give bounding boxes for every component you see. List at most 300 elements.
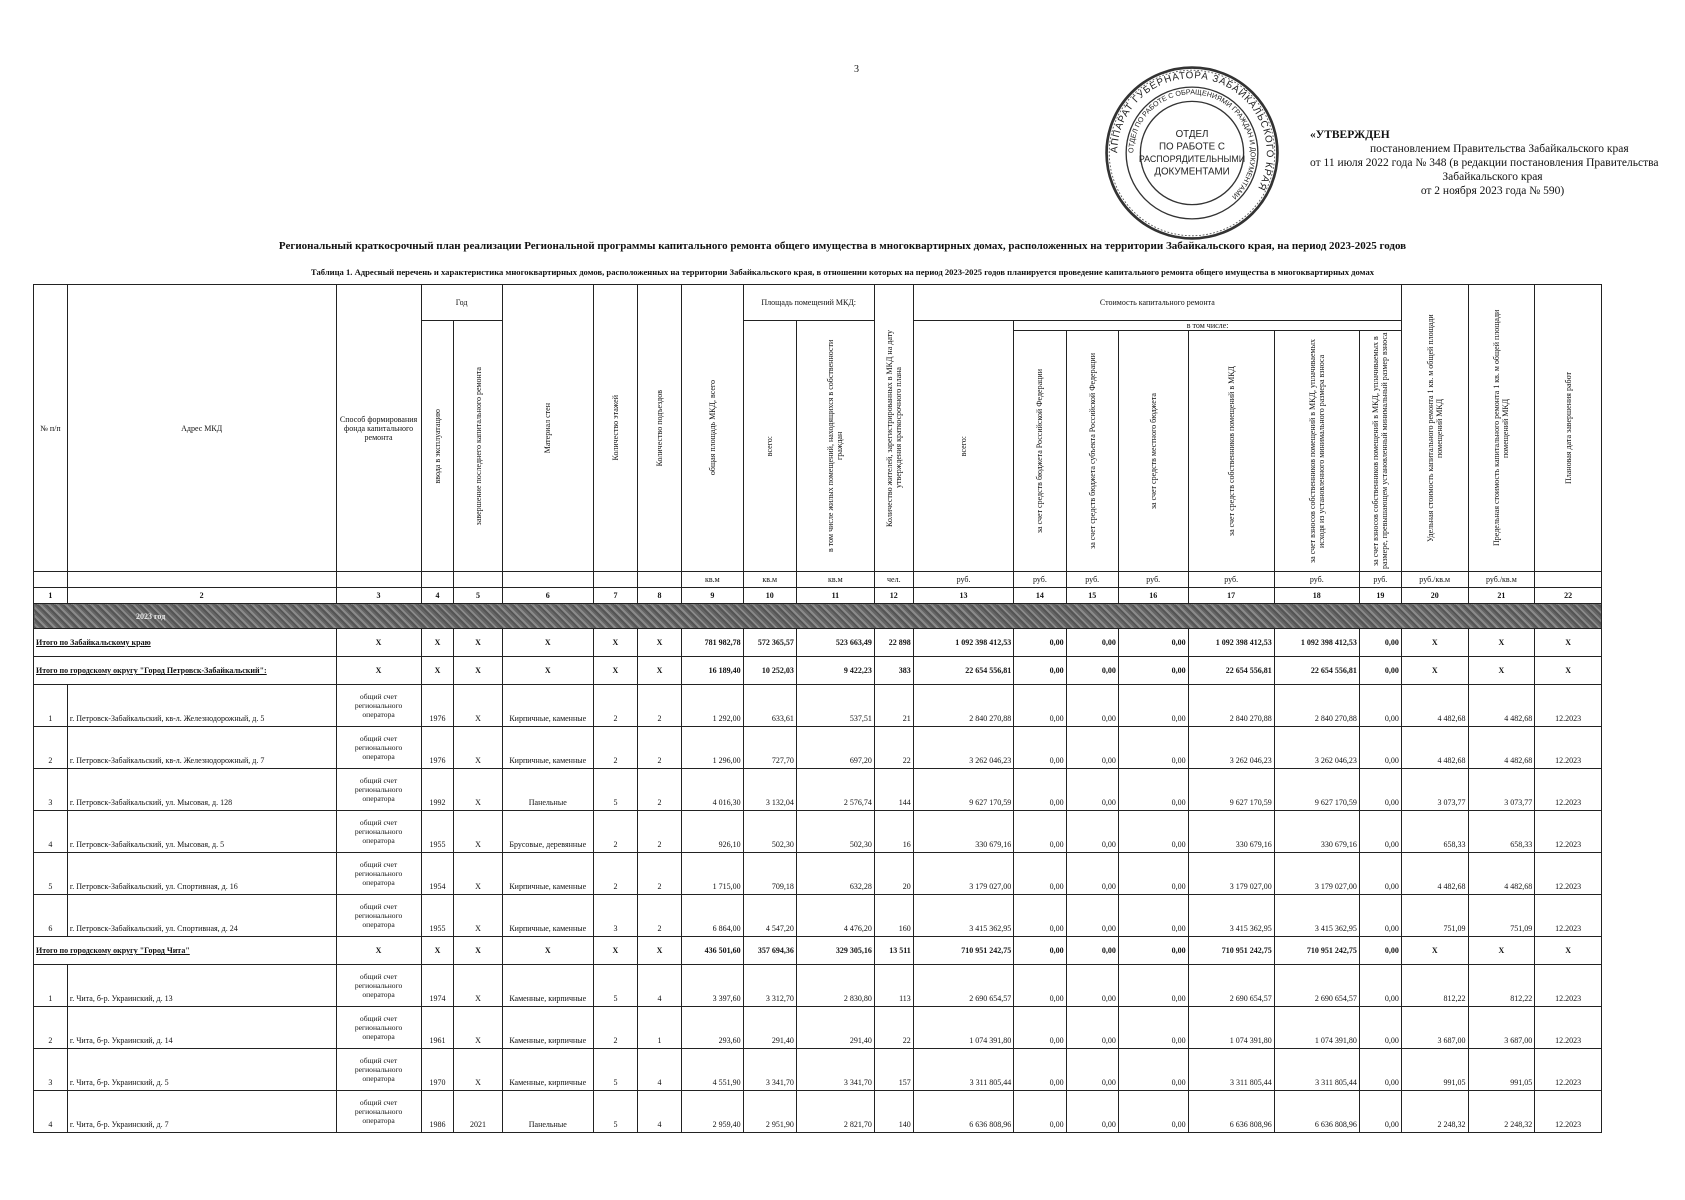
table-cell: 6 864,00 [682, 895, 744, 937]
table-cell: X [454, 811, 502, 853]
table-cell: 658,33 [1468, 811, 1535, 853]
table-cell: 12.2023 [1535, 685, 1602, 727]
table-cell: 5 [593, 1091, 637, 1133]
table-cell: 4 016,30 [682, 769, 744, 811]
subtotal-cell: 22 654 556,81 [913, 657, 1013, 685]
approval-line: от 2 ноября 2023 года № 590) [1420, 185, 1565, 197]
subtotal-cell: 781 982,78 [682, 629, 744, 657]
table-cell: 12.2023 [1535, 965, 1602, 1007]
header-cost-group: Стоимость капитального ремонта [913, 285, 1401, 321]
unit-cell: чел. [874, 572, 913, 588]
table-cell: 0,00 [1118, 1007, 1188, 1049]
table-cell: 3 415 362,95 [1188, 895, 1274, 937]
table-cell: 1986 [421, 1091, 454, 1133]
column-numbers-row [34, 588, 1602, 604]
table-cell: 727,70 [743, 727, 796, 769]
table-cell: 0,00 [1066, 965, 1118, 1007]
header-area-residential: в том числе жилых помещений, находящихся в собственности граждан [796, 321, 874, 572]
table-caption: Таблица 1. Адресный перечень и характеристика многоквартирных домов, расположенных на территории Забайкальского края, в отношении которых на период 2023-2025 годов планируется проведение капитального ремонта общего имущества в многоквартирных домах [310, 267, 1375, 277]
subtotal-row [34, 657, 1602, 685]
table-cell: 3 687,00 [1468, 1007, 1535, 1049]
table-cell: 3 262 046,23 [913, 727, 1013, 769]
unit-cell: руб. [1066, 572, 1118, 588]
table-cell: 2 840 270,88 [913, 685, 1013, 727]
subtotal-cell: X [421, 657, 454, 685]
subtotal-cell: X [593, 657, 637, 685]
stamp-center-line: ДОКУМЕНТАМИ [1154, 166, 1230, 178]
header-including: в том числе: [1014, 321, 1402, 331]
table-cell: 991,05 [1468, 1049, 1535, 1091]
subtotal-cell: 0,00 [1014, 937, 1066, 965]
table-cell: 1 [34, 965, 68, 1007]
subtotal-cell: X [637, 657, 681, 685]
table-cell: Кирпичные, каменные [502, 895, 593, 937]
subtotal-cell: X [1401, 657, 1468, 685]
stamp-center-line: ОТДЕЛ [1175, 128, 1209, 140]
table-cell: 0,00 [1014, 1007, 1066, 1049]
subtotal-cell: X [1401, 629, 1468, 657]
table-cell: 21 [874, 685, 913, 727]
unit-cell: руб./кв.м [1468, 572, 1535, 588]
subtotal-cell: 572 365,57 [743, 629, 796, 657]
table-cell: 3 [34, 769, 68, 811]
approval-line: от 11 июля 2022 года № 348 (в редакции постановления Правительства [1310, 157, 1659, 169]
table-cell: общий счет регионального оператора [336, 685, 421, 727]
table-cell: 0,00 [1066, 769, 1118, 811]
table-cell: 4 482,68 [1468, 685, 1535, 727]
table-cell: 0,00 [1014, 1049, 1066, 1091]
table-cell: общий счет регионального оператора [336, 769, 421, 811]
unit-cell: руб./кв.м [1401, 572, 1468, 588]
table-cell: 330 679,16 [1188, 811, 1274, 853]
table-cell: общий счет регионального оператора [336, 1091, 421, 1133]
subtotal-cell: X [1468, 657, 1535, 685]
column-number: 20 [1401, 588, 1468, 604]
table-cell: 1 074 391,80 [1274, 1007, 1359, 1049]
table-cell: 0,00 [1359, 895, 1401, 937]
unit-cell [502, 572, 593, 588]
table-cell: 2 840 270,88 [1188, 685, 1274, 727]
subtotal-cell: 710 951 242,75 [913, 937, 1013, 965]
subtotal-cell: 1 092 398 412,53 [1188, 629, 1274, 657]
table-cell: Брусовые, деревянные [502, 811, 593, 853]
column-number: 14 [1014, 588, 1066, 604]
table-cell: 3 341,70 [743, 1049, 796, 1091]
table-cell: 12.2023 [1535, 769, 1602, 811]
table-cell: 0,00 [1359, 1049, 1401, 1091]
table-cell: 2021 [454, 1091, 502, 1133]
table-cell: 330 679,16 [913, 811, 1013, 853]
subtotal-cell: 22 654 556,81 [1274, 657, 1359, 685]
table-cell: 2 [637, 685, 681, 727]
table-cell: 4 [637, 965, 681, 1007]
table-cell: 1970 [421, 1049, 454, 1091]
table-cell: 0,00 [1359, 1007, 1401, 1049]
table-cell: Кирпичные, каменные [502, 727, 593, 769]
table-cell: 0,00 [1014, 811, 1066, 853]
table-cell: 6 [34, 895, 68, 937]
subtotal-cell: X [502, 629, 593, 657]
header-total-area: общая площадь МКД, всего [682, 285, 744, 572]
table-cell: 926,10 [682, 811, 744, 853]
subtotal-cell: 22 654 556,81 [1188, 657, 1274, 685]
table-cell: 2 248,32 [1401, 1091, 1468, 1133]
subtotal-cell: X [454, 629, 502, 657]
table-cell: 4 [34, 811, 68, 853]
table-cell: общий счет регионального оператора [336, 965, 421, 1007]
table-cell: 1955 [421, 895, 454, 937]
table-cell: 3 [593, 895, 637, 937]
table-cell: 3 262 046,23 [1188, 727, 1274, 769]
table-cell: г. Петровск-Забайкальский, ул. Мысовая, д. 5 [67, 811, 336, 853]
table-cell: 293,60 [682, 1007, 744, 1049]
header-area-total: всего: [743, 321, 796, 572]
table-cell: 697,20 [796, 727, 874, 769]
subtotal-cell: 0,00 [1118, 937, 1188, 965]
subtotal-cell: 0,00 [1066, 937, 1118, 965]
column-number: 18 [1274, 588, 1359, 604]
table-cell: 502,30 [796, 811, 874, 853]
subtotal-cell: 13 511 [874, 937, 913, 965]
stamp-outer-text: АППАРАТ ГУБЕРНАТОРА ЗАБАЙКАЛЬСКОГО КРАЯ [1109, 70, 1275, 193]
table-cell: г. Петровск-Забайкальский, кв-л. Железнодорожный, д. 5 [67, 685, 336, 727]
table-cell: 3 415 362,95 [913, 895, 1013, 937]
table-cell: 4 476,20 [796, 895, 874, 937]
table-cell: 0,00 [1014, 895, 1066, 937]
table-cell: 4 482,68 [1401, 727, 1468, 769]
subtotal-cell: 0,00 [1359, 937, 1401, 965]
page-number: 3 [854, 64, 859, 75]
table-cell: 1 074 391,80 [1188, 1007, 1274, 1049]
table-cell: 633,61 [743, 685, 796, 727]
subtotal-cell: 0,00 [1066, 629, 1118, 657]
table-cell: 0,00 [1359, 769, 1401, 811]
header-cost-owners-over: за счет взносов собственников помещений в МКД, уплачиваемых в размере, превышающем установленный минимальный размер взноса [1359, 331, 1401, 572]
column-number: 15 [1066, 588, 1118, 604]
table-cell: г. Петровск-Забайкальский, ул. Спортивная, д. 24 [67, 895, 336, 937]
unit-cell [421, 572, 454, 588]
column-number: 12 [874, 588, 913, 604]
table-cell: 20 [874, 853, 913, 895]
subtotal-cell: X [593, 937, 637, 965]
column-number: 8 [637, 588, 681, 604]
table-cell: общий счет регионального оператора [336, 727, 421, 769]
table-cell: 751,09 [1401, 895, 1468, 937]
table-cell: 3 179 027,00 [1188, 853, 1274, 895]
column-number: 22 [1535, 588, 1602, 604]
table-cell: 9 627 170,59 [1188, 769, 1274, 811]
table-cell: 0,00 [1118, 1049, 1188, 1091]
table-cell: 4 482,68 [1468, 727, 1535, 769]
column-number: 11 [796, 588, 874, 604]
repair-plan-table [33, 284, 1602, 1133]
table-cell: 1992 [421, 769, 454, 811]
header-entrances: Количество подъездов [637, 285, 681, 572]
table-cell: 3 311 805,44 [913, 1049, 1013, 1091]
table-cell: X [454, 1007, 502, 1049]
subtotal-name: Итого по Забайкальскому краю [34, 629, 337, 657]
table-cell: г. Петровск-Забайкальский, кв-л. Железнодорожный, д. 7 [67, 727, 336, 769]
table-cell: 0,00 [1359, 1091, 1401, 1133]
table-row [34, 811, 1602, 853]
unit-cell: кв.м [796, 572, 874, 588]
table-cell: 3 687,00 [1401, 1007, 1468, 1049]
table-cell: 1974 [421, 965, 454, 1007]
subtotal-row [34, 937, 1602, 965]
subtotal-cell: X [336, 937, 421, 965]
column-number: 10 [743, 588, 796, 604]
table-cell: 3 312,70 [743, 965, 796, 1007]
subtotal-cell: X [421, 937, 454, 965]
table-cell: Панельные [502, 769, 593, 811]
table-cell: 0,00 [1118, 769, 1188, 811]
table-cell: Каменные, кирпичные [502, 1049, 593, 1091]
subtotal-cell: 22 898 [874, 629, 913, 657]
table-row [34, 1091, 1602, 1133]
subtotal-cell: X [1468, 937, 1535, 965]
subtotal-cell: 16 189,40 [682, 657, 744, 685]
table-cell: общий счет регионального оператора [336, 1007, 421, 1049]
stamp-center-line: ПО РАБОТЕ С [1159, 141, 1225, 153]
table-cell: г. Чита, б-р. Украинский, д. 7 [67, 1091, 336, 1133]
table-cell: 0,00 [1359, 853, 1401, 895]
table-cell: общий счет регионального оператора [336, 811, 421, 853]
table-cell: 3 073,77 [1401, 769, 1468, 811]
header-unit-cost: Удельная стоимость капитального ремонта 1 кв. м общей площади помещений МКД [1401, 285, 1468, 572]
table-cell: X [454, 685, 502, 727]
subtotal-cell: 0,00 [1014, 629, 1066, 657]
table-cell: 157 [874, 1049, 913, 1091]
table-cell: 1954 [421, 853, 454, 895]
table-cell: 0,00 [1014, 853, 1066, 895]
table-cell: 3 262 046,23 [1274, 727, 1359, 769]
header-max-cost: Предельная стоимость капитального ремонта 1 кв. м общей площади помещений МКД [1468, 285, 1535, 572]
column-number: 19 [1359, 588, 1401, 604]
table-cell: 991,05 [1401, 1049, 1468, 1091]
subtotal-cell: 1 092 398 412,53 [1274, 629, 1359, 657]
subtotal-cell: X [502, 937, 593, 965]
table-cell: 1 [34, 685, 68, 727]
table-cell: 812,22 [1468, 965, 1535, 1007]
subtotal-cell: X [1535, 657, 1602, 685]
table-cell: 0,00 [1359, 727, 1401, 769]
table-cell: г. Чита, б-р. Украинский, д. 5 [67, 1049, 336, 1091]
header-residents: Количество жителей, зарегистрированных в МКД на дату утверждения краткосрочного плана [874, 285, 913, 572]
table-cell: 0,00 [1066, 1049, 1118, 1091]
subtotal-cell: X [454, 657, 502, 685]
table-cell: 2 840 270,88 [1274, 685, 1359, 727]
table-cell: 12.2023 [1535, 1091, 1602, 1133]
subtotal-cell: 329 305,16 [796, 937, 874, 965]
table-cell: 0,00 [1066, 895, 1118, 937]
approval-line: Забайкальского края [1442, 171, 1543, 183]
table-cell: 22 [874, 1007, 913, 1049]
table-cell: 4 [637, 1091, 681, 1133]
table-cell: 0,00 [1014, 727, 1066, 769]
table-cell: 12.2023 [1535, 1007, 1602, 1049]
subtotal-cell: 357 694,36 [743, 937, 796, 965]
unit-cell: руб. [1188, 572, 1274, 588]
table-cell: 1 292,00 [682, 685, 744, 727]
table-cell: 502,30 [743, 811, 796, 853]
column-number: 1 [34, 588, 68, 604]
header-year-last-repair: завершение последнего капитального ремонта [454, 321, 502, 572]
table-cell: 0,00 [1359, 685, 1401, 727]
table-cell: 0,00 [1359, 811, 1401, 853]
subtotal-cell: X [1535, 629, 1602, 657]
table-cell: 5 [34, 853, 68, 895]
subtotal-cell: X [336, 629, 421, 657]
table-cell: 4 [34, 1091, 68, 1133]
table-cell: 2 951,90 [743, 1091, 796, 1133]
table-cell: 0,00 [1118, 853, 1188, 895]
table-cell: 2 [637, 895, 681, 937]
table-cell: 291,40 [796, 1007, 874, 1049]
subtotal-cell: 9 422,23 [796, 657, 874, 685]
table-cell: общий счет регионального оператора [336, 895, 421, 937]
table-cell: 4 547,20 [743, 895, 796, 937]
table-cell: X [454, 965, 502, 1007]
table-cell: 3 311 805,44 [1188, 1049, 1274, 1091]
unit-cell: руб. [1359, 572, 1401, 588]
header-year-built: ввода в эксплуатацию [421, 321, 454, 572]
table-cell: 144 [874, 769, 913, 811]
table-cell: 4 482,68 [1468, 853, 1535, 895]
subtotal-cell: 383 [874, 657, 913, 685]
column-number: 21 [1468, 588, 1535, 604]
table-cell: 12.2023 [1535, 811, 1602, 853]
table-cell: 3 341,70 [796, 1049, 874, 1091]
table-cell: 113 [874, 965, 913, 1007]
official-stamp [1103, 64, 1281, 242]
subtotal-cell: 0,00 [1014, 657, 1066, 685]
table-cell: 22 [874, 727, 913, 769]
subtotal-cell: 436 501,60 [682, 937, 744, 965]
stamp-center-line: РАСПОРЯДИТЕЛЬНЫМИ [1138, 153, 1246, 164]
column-number: 5 [454, 588, 502, 604]
table-cell: 1 715,00 [682, 853, 744, 895]
subtotal-cell: X [593, 629, 637, 657]
header-cost-local: за счет средств местного бюджета [1118, 331, 1188, 572]
unit-cell [1535, 572, 1602, 588]
column-number: 7 [593, 588, 637, 604]
table-cell: 2 [34, 727, 68, 769]
subtotal-cell: X [637, 937, 681, 965]
table-cell: 0,00 [1118, 1091, 1188, 1133]
table-row [34, 1007, 1602, 1049]
table-cell: 2 [593, 727, 637, 769]
table-cell: 0,00 [1118, 895, 1188, 937]
subtotal-cell: X [336, 657, 421, 685]
table-cell: 0,00 [1118, 727, 1188, 769]
year-row [34, 604, 1602, 629]
unit-cell: руб. [913, 572, 1013, 588]
header-num: № п/п [34, 285, 68, 572]
unit-cell: руб. [1274, 572, 1359, 588]
table-cell: 2 [593, 811, 637, 853]
column-number: 9 [682, 588, 744, 604]
unit-cell: руб. [1118, 572, 1188, 588]
header-cost-federal: за счет средств бюджета Российской Федерации [1014, 331, 1066, 572]
table-cell: 3 311 805,44 [1274, 1049, 1359, 1091]
table-cell: 2 690 654,57 [1188, 965, 1274, 1007]
table-cell: 6 636 808,96 [1188, 1091, 1274, 1133]
table-cell: X [454, 895, 502, 937]
unit-cell: кв.м [682, 572, 744, 588]
table-cell: г. Петровск-Забайкальский, ул. Мысовая, д. 128 [67, 769, 336, 811]
table-cell: X [454, 727, 502, 769]
column-number: 6 [502, 588, 593, 604]
subtotal-cell: 0,00 [1118, 657, 1188, 685]
subtotal-cell: X [1401, 937, 1468, 965]
subtotal-cell: 710 951 242,75 [1274, 937, 1359, 965]
table-row [34, 1049, 1602, 1091]
stamp-inner-text: ОТДЕЛ ПО РАБОТЕ С ОБРАЩЕНИЯМИ ГРАЖДАН И ДОКУМЕНТАМИ [1127, 88, 1257, 201]
table-cell: общий счет регионального оператора [336, 853, 421, 895]
table-row [34, 727, 1602, 769]
unit-cell [454, 572, 502, 588]
table-cell: 1976 [421, 727, 454, 769]
table-cell: X [454, 1049, 502, 1091]
table-cell: X [454, 853, 502, 895]
table-cell: 5 [593, 1049, 637, 1091]
table-cell: 0,00 [1066, 811, 1118, 853]
table-cell: 812,22 [1401, 965, 1468, 1007]
header-wall-material: Материал стен [502, 285, 593, 572]
table-cell: 5 [593, 965, 637, 1007]
table-cell: 2 [593, 853, 637, 895]
table-cell: 2 248,32 [1468, 1091, 1535, 1133]
table-cell: 0,00 [1014, 685, 1066, 727]
header-year-group: Год [421, 285, 502, 321]
column-number: 13 [913, 588, 1013, 604]
table-cell: X [454, 769, 502, 811]
table-cell: 2 [593, 1007, 637, 1049]
table-cell: 658,33 [1401, 811, 1468, 853]
header-cost-owners-min: за счет взносов собственников помещений в МКД, уплачиваемых исходя из установленного минимального размера взноса [1274, 331, 1359, 572]
header-area-group: Площадь помещений МКД: [743, 285, 874, 321]
table-cell: 2 821,70 [796, 1091, 874, 1133]
table-cell: 0,00 [1066, 685, 1118, 727]
year-label: 2023 год [136, 611, 166, 621]
table-cell: Кирпичные, каменные [502, 853, 593, 895]
table-cell: 0,00 [1118, 811, 1188, 853]
table-row [34, 769, 1602, 811]
table-cell: 330 679,16 [1274, 811, 1359, 853]
subtotal-cell: 0,00 [1359, 629, 1401, 657]
subtotal-cell: X [421, 629, 454, 657]
unit-cell [67, 572, 336, 588]
table-cell: 160 [874, 895, 913, 937]
table-cell: 6 636 808,96 [913, 1091, 1013, 1133]
column-number: 3 [336, 588, 421, 604]
table-cell: 0,00 [1014, 769, 1066, 811]
table-cell: 16 [874, 811, 913, 853]
approval-title: «УТВЕРЖДЕН [1310, 129, 1390, 141]
unit-cell: руб. [1014, 572, 1066, 588]
table-cell: 2 [637, 769, 681, 811]
header-address: Адрес МКД [67, 285, 336, 572]
subtotal-cell: 1 092 398 412,53 [913, 629, 1013, 657]
table-cell: 0,00 [1066, 853, 1118, 895]
subtotal-cell: 10 252,03 [743, 657, 796, 685]
subtotal-cell: 0,00 [1066, 657, 1118, 685]
table-cell: 751,09 [1468, 895, 1535, 937]
table-cell: 2 576,74 [796, 769, 874, 811]
subtotal-cell: X [637, 629, 681, 657]
table-cell: 1 074 391,80 [913, 1007, 1013, 1049]
table-cell: 2 690 654,57 [913, 965, 1013, 1007]
